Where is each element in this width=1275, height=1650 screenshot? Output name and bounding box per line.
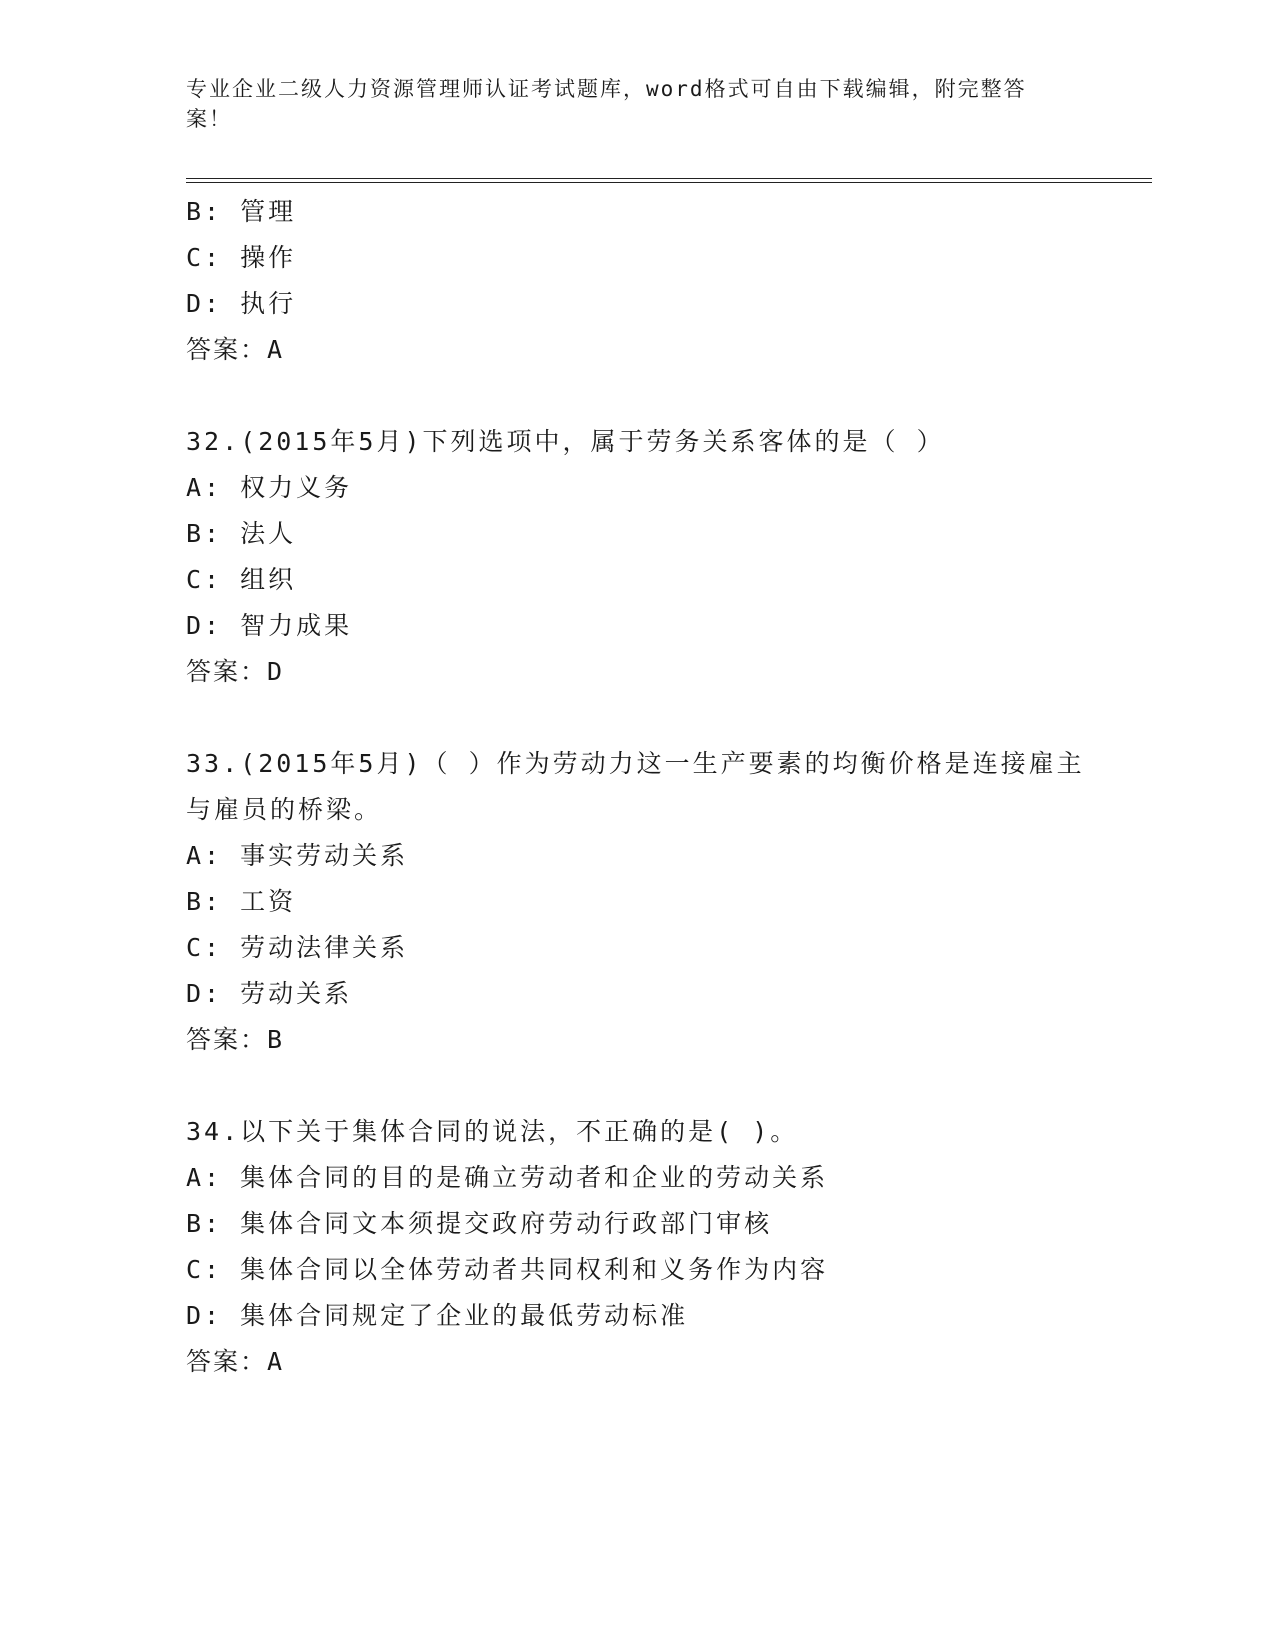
- option-letter: D:: [186, 611, 223, 640]
- option-text: 法人: [240, 519, 297, 548]
- option-text: 集体合同以全体劳动者共同权利和义务作为内容: [240, 1255, 829, 1284]
- option-letter: B:: [186, 887, 223, 916]
- question-34: [186, 1109, 1086, 1385]
- option-a: [186, 833, 1086, 879]
- option-letter: A:: [186, 841, 223, 870]
- option-text: 集体合同文本须提交政府劳动行政部门审核: [240, 1209, 773, 1238]
- answer-line: 答案：D: [186, 657, 285, 686]
- option-d: [186, 971, 1086, 1017]
- option-text: 管理: [240, 197, 297, 226]
- option-letter: D:: [186, 289, 223, 318]
- question-title: 33.(2015年5月)（ ）作为劳动力这一生产要素的均衡价格是连接雇主与雇员的桥梁。: [186, 749, 1085, 824]
- option-letter: D:: [186, 1301, 223, 1330]
- question-33: [186, 741, 1086, 1063]
- option-text: 工资: [240, 887, 297, 916]
- document-header: 专业企业二级人力资源管理师认证考试题库，word格式可自由下载编辑，附完整答案！: [186, 77, 1027, 131]
- question-32: [186, 419, 1086, 695]
- header-divider-bottom: [186, 182, 1152, 183]
- option-d: [186, 1293, 1086, 1339]
- option-b: [186, 189, 1086, 235]
- answer-line: 答案：A: [186, 1347, 285, 1376]
- option-text: 操作: [240, 243, 297, 272]
- option-text: 权力义务: [240, 473, 353, 502]
- option-d: [186, 603, 1086, 649]
- option-b: [186, 511, 1086, 557]
- option-text: 组织: [240, 565, 297, 594]
- option-letter: C:: [186, 243, 223, 272]
- option-letter: B:: [186, 197, 223, 226]
- option-a: [186, 465, 1086, 511]
- question-title: 34.以下关于集体合同的说法，不正确的是( )。: [186, 1117, 799, 1146]
- option-c: [186, 557, 1086, 603]
- answer-line: 答案：B: [186, 1025, 285, 1054]
- option-letter: B:: [186, 519, 223, 548]
- option-letter: C:: [186, 933, 223, 962]
- option-text: 执行: [240, 289, 297, 318]
- option-b: [186, 1201, 1086, 1247]
- option-text: 集体合同的目的是确立劳动者和企业的劳动关系: [240, 1163, 829, 1192]
- option-c: [186, 235, 1086, 281]
- option-letter: B:: [186, 1209, 223, 1238]
- option-a: [186, 1155, 1086, 1201]
- option-c: [186, 1247, 1086, 1293]
- option-letter: A:: [186, 1163, 223, 1192]
- option-letter: D:: [186, 979, 223, 1008]
- option-letter: C:: [186, 565, 223, 594]
- document-body: [186, 189, 1086, 1385]
- question-title: 32.(2015年5月)下列选项中，属于劳务关系客体的是（ ）: [186, 427, 945, 456]
- option-d: [186, 281, 1086, 327]
- answer-line: 答案：A: [186, 335, 285, 364]
- option-text: 劳动关系: [240, 979, 353, 1008]
- option-text: 智力成果: [240, 611, 353, 640]
- header-divider-top: [186, 178, 1152, 179]
- option-text: 事实劳动关系: [240, 841, 409, 870]
- option-letter: A:: [186, 473, 223, 502]
- option-c: [186, 925, 1086, 971]
- option-text: 集体合同规定了企业的最低劳动标准: [240, 1301, 689, 1330]
- option-letter: C:: [186, 1255, 223, 1284]
- option-b: [186, 879, 1086, 925]
- question-31-continued: [186, 189, 1086, 373]
- option-text: 劳动法律关系: [240, 933, 409, 962]
